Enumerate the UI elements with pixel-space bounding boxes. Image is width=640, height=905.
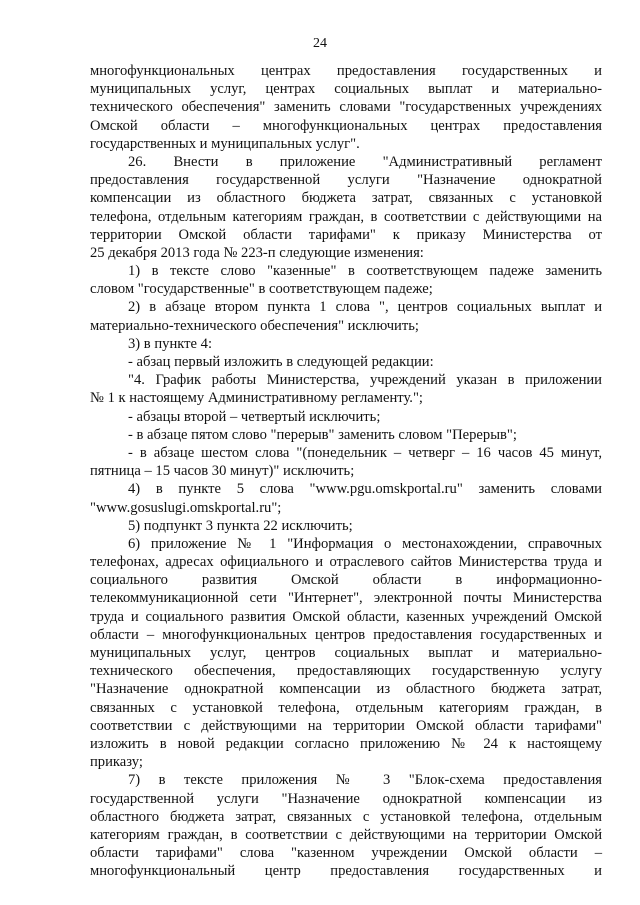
text-line: 5) подпункт 3 пункта 22 исключить;: [128, 517, 353, 534]
text-line: технического обеспечения" заменить словами "государственных учреждениях: [90, 99, 602, 116]
text-line: материально-технического обеспечения" исключить;: [90, 317, 419, 334]
text-line: муниципальных услуг, центрах социальных выплат и материально-: [90, 81, 602, 98]
text-line: Омской области – многофункциональных центрах предоставления: [90, 117, 602, 134]
text-line: - в абзаце шестом слова "(понедельник – четверг – 16 часов 45 минут,: [128, 444, 602, 461]
text-line: - абзацы второй – четвертый исключить;: [128, 408, 381, 425]
text-line: "Назначение однократной компенсации из областного бюджета затрат,: [90, 681, 602, 698]
document-body: [90, 62, 602, 880]
text-line: словом "государственные" в соответствующем падеже;: [90, 281, 433, 298]
text-line: - в абзаце пятом слово "перерыв" заменить словом "Перерыв";: [128, 426, 517, 443]
text-line: 26. Внести в приложение "Административный регламент: [128, 153, 602, 170]
text-line: "4. График работы Министерства, учреждений указан в приложении: [128, 372, 602, 389]
text-line: № 1 к настоящему Административному регламенту.";: [90, 390, 423, 407]
text-line: технического обеспечения, предоставляющих государственную услугу: [90, 663, 602, 680]
text-line: муниципальных услуг, центров социальных выплат и материально-: [90, 645, 602, 661]
page-number: 24: [313, 36, 327, 51]
text-line: областного бюджета затрат, связанных с установкой телефона, отдельным: [90, 808, 602, 825]
text-line: 25 декабря 2013 года № 223-п следующие изменения:: [90, 244, 424, 261]
text-line: труда и социального развития Омской области, казенных учреждений Омской: [90, 608, 602, 625]
text-line: приказу;: [90, 754, 143, 771]
text-line: компенсации из областного бюджета затрат, связанных с установкой: [90, 190, 602, 207]
text-line: области – многофункциональных центров предоставления государственных и: [90, 626, 602, 643]
text-line: соответствии с действующими на территории Омской области тарифами": [90, 717, 602, 734]
text-line: области тарифами" слова "казенном учреждении Омской области –: [90, 845, 602, 862]
text-line: многофункциональный центр предоставления государственных и: [90, 863, 602, 880]
text-line: государственных и муниципальных услуг".: [90, 135, 360, 152]
text-line: предоставления государственной услуги "Назначение однократной: [90, 172, 602, 189]
text-line: социального развития Омской области в информационно-: [90, 572, 602, 589]
text-line: телефонах, адресах официального и отраслевого сайтов Министерства труда и: [90, 554, 602, 571]
text-line: государственной услуги "Назначение однократной компенсации из: [90, 790, 602, 807]
text-line: - абзац первый изложить в следующей редакции:: [128, 354, 434, 370]
text-line: территории Омской области тарифами" к приказу Министерства от: [90, 226, 602, 243]
text-line: телекоммуникационной сети "Интернет", электронной почты Министерства: [90, 590, 602, 607]
text-line: категориям граждан, в соответствии с действующими на территории Омской: [90, 826, 602, 843]
text-line: 4) в пункте 5 слова "www.pgu.omskportal.ru" заменить словами: [128, 481, 602, 498]
text-line: связанных с установкой телефона, отдельным категориям граждан, в: [90, 699, 602, 716]
text-line: изложить в новой редакции согласно приложению № 24 к настоящему: [90, 735, 602, 752]
text-line: 2) в абзаце втором пункта 1 слова ", центров социальных выплат и: [128, 299, 602, 316]
text-line: 6) приложение № 1 "Информация о местонахождении, справочных: [128, 535, 602, 552]
text-line: "www.gosuslugi.omskportal.ru";: [90, 499, 282, 516]
text-line: 7) в тексте приложения № 3 "Блок-схема предоставления: [128, 772, 602, 789]
text-line: пятница – 15 часов 30 минут)" исключить;: [90, 463, 355, 480]
text-line: многофункциональных центрах предоставления государственных и: [90, 63, 602, 79]
text-line: 1) в тексте слово "казенные" в соответствующем падеже заменить: [128, 263, 602, 280]
text-line: телефона, отдельным категориям граждан, в соответствии с действующими на: [90, 208, 602, 225]
text-line: 3) в пункте 4:: [128, 335, 213, 352]
